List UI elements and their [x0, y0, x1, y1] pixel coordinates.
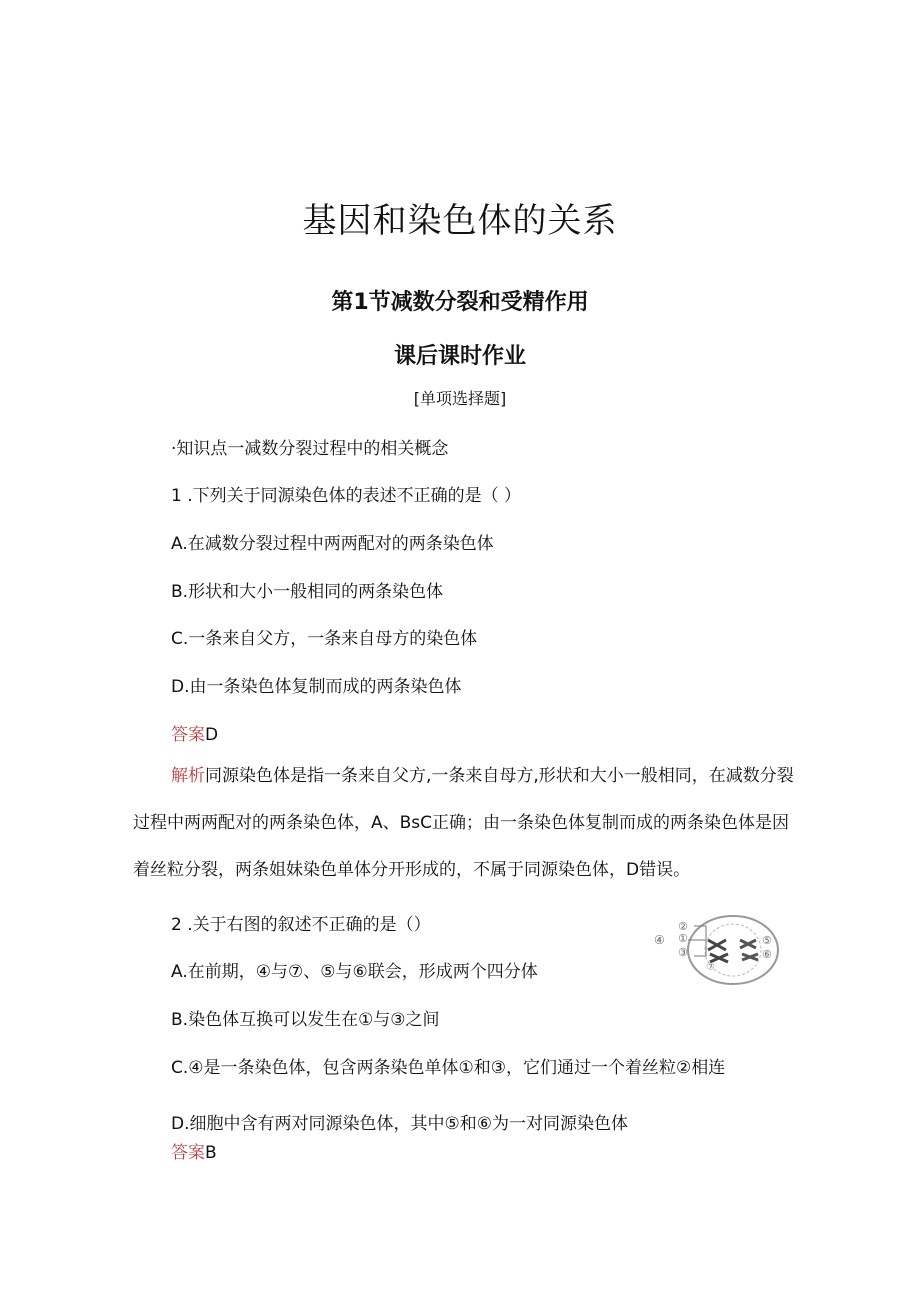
q1-option-b: B.形状和大小一般相同的两条染色体 — [171, 582, 444, 602]
q1-option-c: C.一条来自父方，一条来自母方的染色体 — [171, 629, 478, 649]
answer-label: 答案 — [171, 1143, 205, 1163]
label-7: ⑦ — [706, 962, 715, 973]
page-title: 基因和染色体的关系 — [302, 201, 618, 241]
knowledge-point: ·知识点一减数分裂过程中的相关概念 — [171, 439, 449, 459]
analysis-text: 同源染色体是指一条来自父方,一条来自母方,形状和大小一般相同，在减数分裂 — [205, 766, 794, 786]
answer-label: 答案 — [171, 725, 205, 745]
q1-stem: 1 .下列关于同源染色体的表述不正确的是（ ） — [171, 486, 522, 506]
q2-option-b: B.染色体互换可以发生在①与③之间 — [171, 1010, 440, 1030]
section-title: 第1节减数分裂和受精作用 — [331, 290, 589, 315]
cell-diagram — [648, 910, 784, 990]
label-6: ⑥ — [762, 948, 772, 961]
q1-analysis-line1 — [171, 768, 794, 785]
answer-value: D — [205, 725, 219, 745]
chromosome-pair-left — [708, 940, 728, 962]
label-2: ② — [678, 920, 688, 933]
q2-option-a: A.在前期，④与⑦、⑤与⑥联会，形成两个四分体 — [171, 962, 538, 982]
q1-analysis-line3: 着丝粒分裂，两条姐妹染色单体分开形成的，不属于同源染色体，D错误。 — [133, 860, 691, 880]
label-1: ① — [678, 932, 688, 945]
subtitle: 课后课时作业 — [393, 344, 526, 369]
q2-option-d: D.细胞中含有两对同源染色体，其中⑤和⑥为一对同源染色体 — [171, 1114, 628, 1134]
label-3: ③ — [678, 946, 688, 959]
analysis-label: 解析 — [171, 766, 205, 786]
q1-option-a: A.在减数分裂过程中两两配对的两条染色体 — [171, 534, 494, 554]
q2-option-c: C.④是一条染色体，包含两条染色单体①和③，它们通过一个着丝粒②相连 — [171, 1058, 726, 1078]
label-4: ④ — [654, 933, 665, 947]
chromosome-pair-right — [740, 940, 758, 960]
q1-analysis-line2: 过程中两两配对的两条染色体，A、BsC正确；由一条染色体复制而成的两条染色体是因 — [133, 813, 790, 833]
q1-option-d: D.由一条染色体复制而成的两条染色体 — [171, 677, 462, 697]
answer-value: B — [205, 1143, 217, 1163]
q2-answer — [171, 1138, 217, 1163]
label-5: ⑤ — [762, 934, 772, 947]
q2-stem: 2 .关于右图的叙述不正确的是（） — [171, 915, 431, 935]
q1-answer — [171, 720, 218, 745]
question-type: [单项选择题] — [413, 389, 507, 408]
